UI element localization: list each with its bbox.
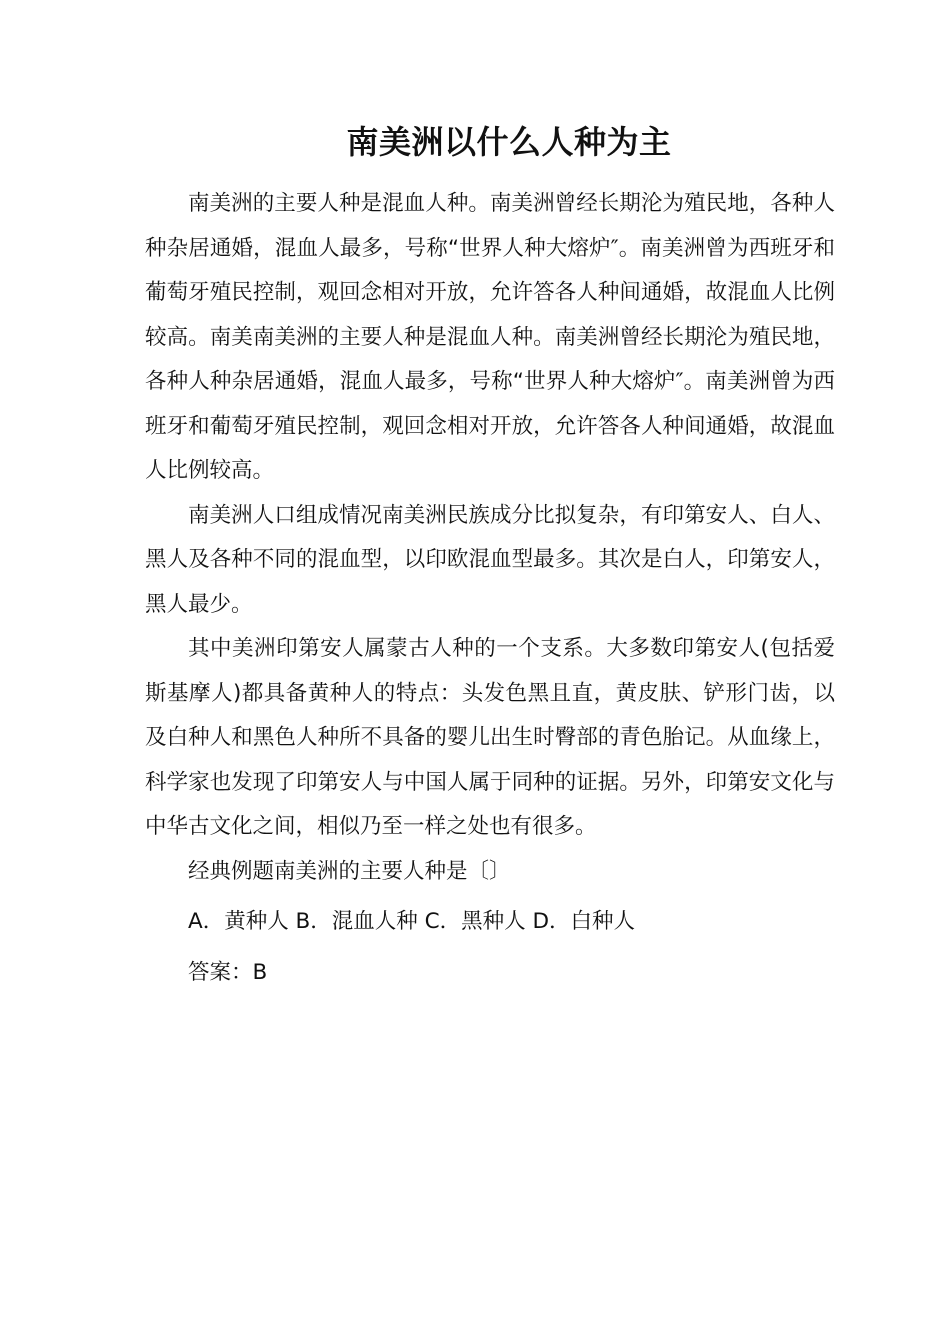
document-body [145,182,835,995]
question-options: A．黄种人 B．混血人种 C．黑种人 D．白种人 [188,909,636,934]
document-title: 南美洲以什么人种为主 [346,123,672,161]
question-prompt: 经典例题南美洲的主要人种是〔〕 [188,858,511,884]
paragraph-3: 其中美洲印第安人属蒙古人种的一个支系。大多数印第安人(包括爱斯基摩人)都具备黄种人的特点：头发色黑且直，黄皮肤、铲形门齿，以及白种人和黑色人种所不具备的婴儿出生时臀部的青色胎记。从血缘上，科学家也发现了印第安人与中国人属于同种的证据。另外，印第安文化与中华古文化之间，相似乃至一样之处也有很多。 [145,636,835,839]
paragraph-1: 南美洲的主要人种是混血人种。南美洲曾经长期沦为殖民地，各种人种杂居通婚，混血人最多，号称“世界人种大熔炉″。南美洲曾为西班牙和葡萄牙殖民控制，观回念相对开放，允许答各人种间通婚，故混血人比例较高。南美南美洲的主要人种是混血人种。南美洲曾经长期沦为殖民地，各种人种杂居通婚，混血人最多，号称“世界人种大熔炉″。南美洲曾为西班牙和葡萄牙殖民控制，观回念相对开放，允许答各人种间通婚，故混血人比例较高。 [145,191,835,483]
paragraph-2: 南美洲人口组成情况南美洲民族成分比拟复杂，有印第安人、白人、黑人及各种不同的混血型，以印欧混血型最多。其次是白人，印第安人，黑人最少。 [145,502,835,617]
question-answer: 答案：B [188,959,268,985]
